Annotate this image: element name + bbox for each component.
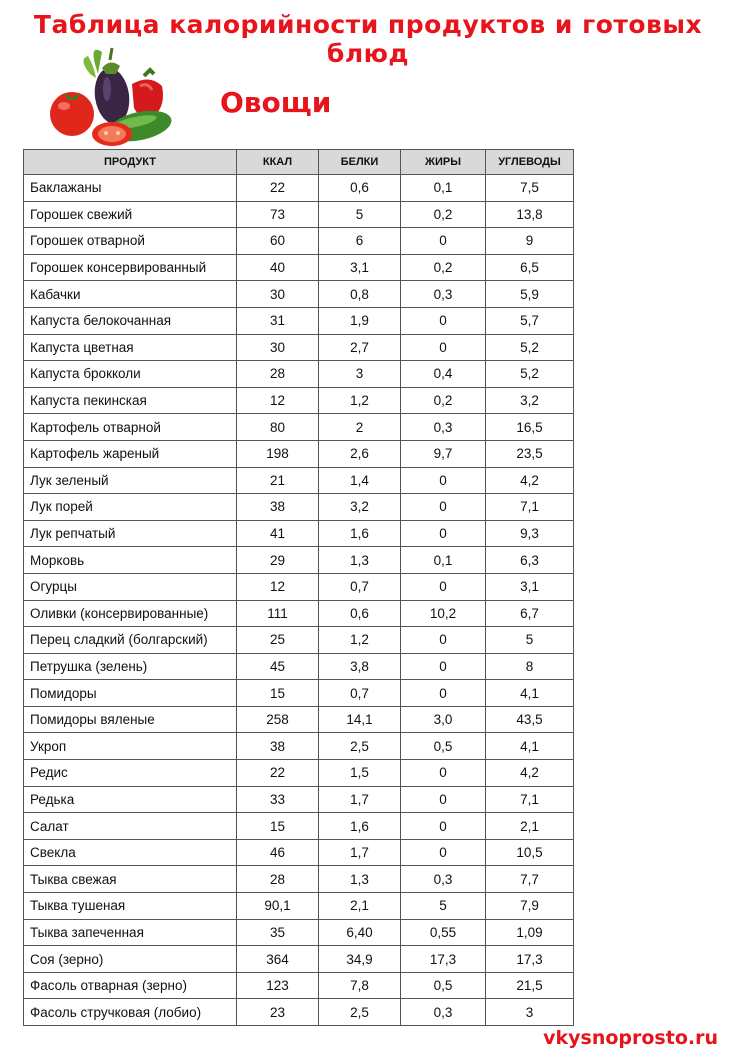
carbs-cell: 7,9 <box>486 893 574 920</box>
fat-cell: 9,7 <box>401 440 486 467</box>
carbs-cell: 7,1 <box>486 786 574 813</box>
kcal-cell: 21 <box>237 467 319 494</box>
kcal-cell: 73 <box>237 201 319 228</box>
protein-cell: 0,7 <box>319 573 401 600</box>
product-cell: Помидоры вяленые <box>24 706 237 733</box>
table-row <box>24 520 574 547</box>
kcal-cell: 28 <box>237 866 319 893</box>
table-row <box>24 175 574 202</box>
kcal-cell: 15 <box>237 813 319 840</box>
kcal-cell: 15 <box>237 680 319 707</box>
table-row <box>24 307 574 334</box>
carbs-cell: 23,5 <box>486 440 574 467</box>
protein-cell: 6,40 <box>319 919 401 946</box>
kcal-cell: 12 <box>237 573 319 600</box>
kcal-cell: 111 <box>237 600 319 627</box>
kcal-cell: 31 <box>237 307 319 334</box>
fat-cell: 0 <box>401 573 486 600</box>
carbs-cell: 13,8 <box>486 201 574 228</box>
protein-cell: 0,8 <box>319 281 401 308</box>
fat-cell: 0,2 <box>401 201 486 228</box>
fat-cell: 0,5 <box>401 972 486 999</box>
carbs-cell: 5,2 <box>486 361 574 388</box>
fat-cell: 0,1 <box>401 547 486 574</box>
protein-cell: 2 <box>319 414 401 441</box>
fat-cell: 0 <box>401 228 486 255</box>
carbs-cell: 16,5 <box>486 414 574 441</box>
protein-cell: 3,2 <box>319 494 401 521</box>
table-row <box>24 706 574 733</box>
pepper-icon <box>132 70 163 117</box>
kcal-cell: 123 <box>237 972 319 999</box>
carbs-cell: 9 <box>486 228 574 255</box>
protein-cell: 0,7 <box>319 680 401 707</box>
carbs-cell: 4,1 <box>486 680 574 707</box>
column-header-product: ПРОДУКТ <box>24 150 237 175</box>
kcal-cell: 38 <box>237 733 319 760</box>
carbs-cell: 21,5 <box>486 972 574 999</box>
product-cell: Свекла <box>24 839 237 866</box>
table-row <box>24 866 574 893</box>
protein-cell: 1,5 <box>319 760 401 787</box>
carbs-cell: 8 <box>486 653 574 680</box>
calorie-table <box>23 149 574 1026</box>
kcal-cell: 33 <box>237 786 319 813</box>
kcal-cell: 46 <box>237 839 319 866</box>
fat-cell: 0 <box>401 653 486 680</box>
carbs-cell: 5,9 <box>486 281 574 308</box>
fat-cell: 0,55 <box>401 919 486 946</box>
product-cell: Тыква тушеная <box>24 893 237 920</box>
kcal-cell: 25 <box>237 627 319 654</box>
table-row <box>24 946 574 973</box>
kcal-cell: 38 <box>237 494 319 521</box>
product-cell: Укроп <box>24 733 237 760</box>
protein-cell: 3 <box>319 361 401 388</box>
protein-cell: 2,1 <box>319 893 401 920</box>
fat-cell: 0,3 <box>401 414 486 441</box>
fat-cell: 0 <box>401 786 486 813</box>
kcal-cell: 30 <box>237 281 319 308</box>
kcal-cell: 40 <box>237 254 319 281</box>
table-row <box>24 494 574 521</box>
protein-cell: 7,8 <box>319 972 401 999</box>
table-header-row <box>24 150 574 175</box>
product-cell: Петрушка (зелень) <box>24 653 237 680</box>
table-row <box>24 547 574 574</box>
kcal-cell: 23 <box>237 999 319 1026</box>
table-row <box>24 733 574 760</box>
kcal-cell: 28 <box>237 361 319 388</box>
kcal-cell: 41 <box>237 520 319 547</box>
carbs-cell: 3,2 <box>486 387 574 414</box>
carbs-cell: 6,7 <box>486 600 574 627</box>
table-row <box>24 839 574 866</box>
fat-cell: 0 <box>401 467 486 494</box>
fat-cell: 0,3 <box>401 866 486 893</box>
table-row <box>24 919 574 946</box>
fat-cell: 17,3 <box>401 946 486 973</box>
kcal-cell: 45 <box>237 653 319 680</box>
product-cell: Картофель отварной <box>24 414 237 441</box>
table-row <box>24 999 574 1026</box>
protein-cell: 6 <box>319 228 401 255</box>
protein-cell: 1,4 <box>319 467 401 494</box>
fat-cell: 5 <box>401 893 486 920</box>
carbs-cell: 9,3 <box>486 520 574 547</box>
fat-cell: 0,4 <box>401 361 486 388</box>
carbs-cell: 1,09 <box>486 919 574 946</box>
kcal-cell: 198 <box>237 440 319 467</box>
protein-cell: 2,6 <box>319 440 401 467</box>
protein-cell: 1,2 <box>319 627 401 654</box>
carbs-cell: 6,3 <box>486 547 574 574</box>
tomato-slice-icon <box>92 122 132 146</box>
table-row <box>24 201 574 228</box>
kcal-cell: 22 <box>237 760 319 787</box>
kcal-cell: 90,1 <box>237 893 319 920</box>
product-cell: Лук репчатый <box>24 520 237 547</box>
carbs-cell: 4,1 <box>486 733 574 760</box>
fat-cell: 0,3 <box>401 999 486 1026</box>
carbs-cell: 10,5 <box>486 839 574 866</box>
protein-cell: 2,5 <box>319 733 401 760</box>
product-cell: Тыква запеченная <box>24 919 237 946</box>
site-url: vkysnoprosto.ru <box>543 1027 718 1049</box>
protein-cell: 34,9 <box>319 946 401 973</box>
fat-cell: 0,2 <box>401 387 486 414</box>
kcal-cell: 35 <box>237 919 319 946</box>
protein-cell: 1,6 <box>319 813 401 840</box>
protein-cell: 2,7 <box>319 334 401 361</box>
table-row <box>24 600 574 627</box>
carbs-cell: 17,3 <box>486 946 574 973</box>
product-cell: Лук зеленый <box>24 467 237 494</box>
section-title: Овощи <box>220 86 332 119</box>
table-row <box>24 786 574 813</box>
protein-cell: 3,1 <box>319 254 401 281</box>
product-cell: Горошек свежий <box>24 201 237 228</box>
product-cell: Огурцы <box>24 573 237 600</box>
table-row <box>24 414 574 441</box>
product-cell: Фасоль стручковая (лобио) <box>24 999 237 1026</box>
fat-cell: 0 <box>401 520 486 547</box>
fat-cell: 0 <box>401 494 486 521</box>
column-header-fat: ЖИРЫ <box>401 150 486 175</box>
kcal-cell: 258 <box>237 706 319 733</box>
carbs-cell: 7,5 <box>486 175 574 202</box>
table-row <box>24 680 574 707</box>
table-row <box>24 254 574 281</box>
product-cell: Салат <box>24 813 237 840</box>
vegetables-illustration <box>40 44 180 154</box>
protein-cell: 1,7 <box>319 839 401 866</box>
tomato-icon <box>50 92 94 136</box>
page-title: Таблица калорийности продуктов и готовых блюд <box>33 10 703 68</box>
table-row <box>24 573 574 600</box>
table-row <box>24 627 574 654</box>
table-row <box>24 361 574 388</box>
fat-cell: 0 <box>401 839 486 866</box>
column-header-carbs: УГЛЕВОДЫ <box>486 150 574 175</box>
kcal-cell: 30 <box>237 334 319 361</box>
product-cell: Оливки (консервированные) <box>24 600 237 627</box>
product-cell: Горошек отварной <box>24 228 237 255</box>
fat-cell: 0 <box>401 813 486 840</box>
table-row <box>24 813 574 840</box>
fat-cell: 0 <box>401 680 486 707</box>
protein-cell: 5 <box>319 201 401 228</box>
carbs-cell: 3,1 <box>486 573 574 600</box>
carbs-cell: 43,5 <box>486 706 574 733</box>
table-row <box>24 334 574 361</box>
column-header-kcal: ККАЛ <box>237 150 319 175</box>
carbs-cell: 6,5 <box>486 254 574 281</box>
product-cell: Помидоры <box>24 680 237 707</box>
table-row <box>24 972 574 999</box>
fat-cell: 0,1 <box>401 175 486 202</box>
product-cell: Баклажаны <box>24 175 237 202</box>
protein-cell: 2,5 <box>319 999 401 1026</box>
leaves-icon <box>83 50 102 78</box>
product-cell: Перец сладкий (болгарский) <box>24 627 237 654</box>
protein-cell: 1,6 <box>319 520 401 547</box>
protein-cell: 0,6 <box>319 175 401 202</box>
carbs-cell: 5 <box>486 627 574 654</box>
kcal-cell: 29 <box>237 547 319 574</box>
carbs-cell: 2,1 <box>486 813 574 840</box>
carbs-cell: 4,2 <box>486 760 574 787</box>
column-header-protein: БЕЛКИ <box>319 150 401 175</box>
table-row <box>24 760 574 787</box>
kcal-cell: 364 <box>237 946 319 973</box>
fat-cell: 3,0 <box>401 706 486 733</box>
product-cell: Тыква свежая <box>24 866 237 893</box>
table-row <box>24 653 574 680</box>
kcal-cell: 12 <box>237 387 319 414</box>
product-cell: Редис <box>24 760 237 787</box>
product-cell: Капуста пекинская <box>24 387 237 414</box>
carbs-cell: 7,7 <box>486 866 574 893</box>
protein-cell: 1,7 <box>319 786 401 813</box>
product-cell: Фасоль отварная (зерно) <box>24 972 237 999</box>
carbs-cell: 5,2 <box>486 334 574 361</box>
table-row <box>24 228 574 255</box>
kcal-cell: 22 <box>237 175 319 202</box>
carbs-cell: 3 <box>486 999 574 1026</box>
protein-cell: 1,3 <box>319 866 401 893</box>
table-row <box>24 467 574 494</box>
kcal-cell: 80 <box>237 414 319 441</box>
table-row <box>24 387 574 414</box>
product-cell: Капуста белокочанная <box>24 307 237 334</box>
product-cell: Кабачки <box>24 281 237 308</box>
product-cell: Капуста брокколи <box>24 361 237 388</box>
carbs-cell: 7,1 <box>486 494 574 521</box>
table-row <box>24 281 574 308</box>
protein-cell: 0,6 <box>319 600 401 627</box>
protein-cell: 14,1 <box>319 706 401 733</box>
protein-cell: 3,8 <box>319 653 401 680</box>
product-cell: Соя (зерно) <box>24 946 237 973</box>
fat-cell: 0,3 <box>401 281 486 308</box>
kcal-cell: 60 <box>237 228 319 255</box>
fat-cell: 0 <box>401 760 486 787</box>
product-cell: Картофель жареный <box>24 440 237 467</box>
fat-cell: 0,5 <box>401 733 486 760</box>
fat-cell: 0 <box>401 307 486 334</box>
product-cell: Лук порей <box>24 494 237 521</box>
fat-cell: 0 <box>401 334 486 361</box>
protein-cell: 1,9 <box>319 307 401 334</box>
fat-cell: 10,2 <box>401 600 486 627</box>
protein-cell: 1,2 <box>319 387 401 414</box>
product-cell: Горошек консервированный <box>24 254 237 281</box>
fat-cell: 0 <box>401 627 486 654</box>
table-row <box>24 893 574 920</box>
fat-cell: 0,2 <box>401 254 486 281</box>
carbs-cell: 4,2 <box>486 467 574 494</box>
carbs-cell: 5,7 <box>486 307 574 334</box>
product-cell: Редька <box>24 786 237 813</box>
product-cell: Капуста цветная <box>24 334 237 361</box>
table-row <box>24 440 574 467</box>
product-cell: Морковь <box>24 547 237 574</box>
protein-cell: 1,3 <box>319 547 401 574</box>
